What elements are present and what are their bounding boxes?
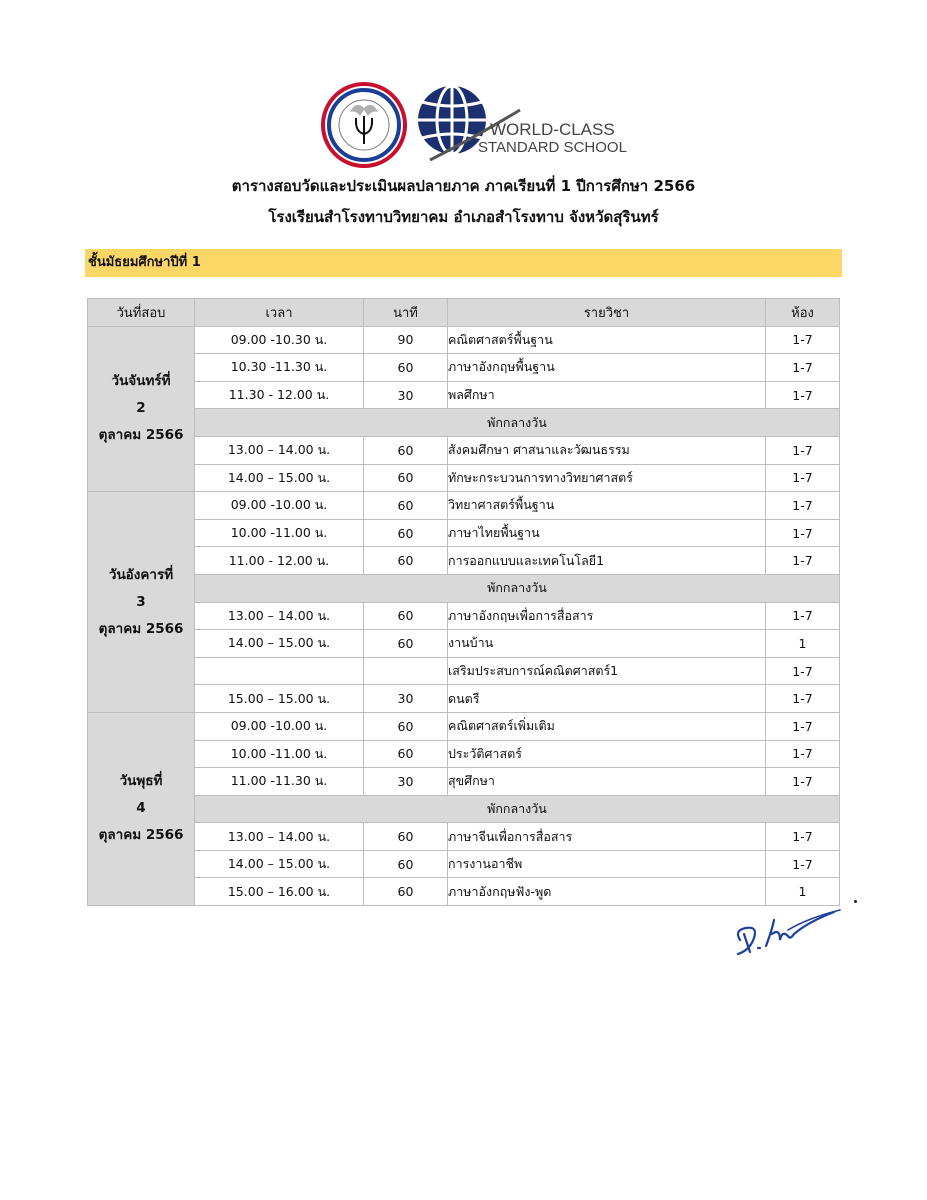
minutes-cell: 60	[364, 850, 448, 878]
svg-text:WORLD-CLASS: WORLD-CLASS	[490, 120, 615, 139]
world-class-logo	[418, 86, 627, 160]
subject-cell: ประวัติศาสตร์	[448, 740, 766, 768]
col-header-day: วันที่สอบ	[88, 299, 195, 327]
lunch-break-row	[88, 574, 840, 602]
title-line-2: โรงเรียนสำโรงทาบวิทยาคม อำเภอสำโรงทาบ จังหวัดสุรินทร์	[268, 208, 659, 226]
room-cell: 1-7	[766, 436, 840, 464]
exam-schedule-table	[87, 298, 840, 906]
room-cell: 1-7	[766, 602, 840, 630]
room-cell: 1-7	[766, 685, 840, 713]
day-month: ตุลาคม 2566	[98, 427, 184, 444]
day-number: 4	[136, 800, 146, 817]
title-line-1: ตารางสอบวัดและประเมินผลปลายภาค ภาคเรียนที่ 1 ปีการศึกษา 2566	[231, 177, 696, 195]
subject-cell: ภาษาจีนเพื่อการสื่อสาร	[448, 823, 766, 851]
table-row	[88, 381, 840, 409]
day-name: วันอังคารที่	[108, 566, 174, 583]
grade-level-banner: ชั้นมัธยมศึกษาปีที่ 1	[85, 249, 842, 277]
time-cell: 10.30 -11.30 น.	[195, 354, 364, 382]
minutes-cell: 60	[364, 354, 448, 382]
time-cell: 14.00 – 15.00 น.	[195, 850, 364, 878]
day-number: 3	[136, 593, 146, 610]
time-cell: 09.00 -10.00 น.	[195, 712, 364, 740]
time-cell-empty	[195, 657, 364, 685]
time-cell: 11.30 - 12.00 น.	[195, 381, 364, 409]
svg-text:STANDARD SCHOOL: STANDARD SCHOOL	[478, 139, 627, 156]
lunch-break-cell: พักกลางวัน	[195, 409, 840, 437]
room-cell: 1-7	[766, 768, 840, 796]
subject-cell: สุขศึกษา	[448, 768, 766, 796]
col-header-subject: รายวิชา	[448, 299, 766, 327]
room-cell: 1-7	[766, 326, 840, 354]
time-cell: 13.00 – 14.00 น.	[195, 436, 364, 464]
lunch-break-row	[88, 795, 840, 823]
minutes-cell: 30	[364, 768, 448, 796]
time-cell: 10.00 -11.00 น.	[195, 519, 364, 547]
stray-dot-mark	[854, 900, 857, 903]
table-row	[88, 492, 840, 520]
room-cell: 1	[766, 630, 840, 658]
time-cell: 10.00 -11.00 น.	[195, 740, 364, 768]
day-number: 2	[136, 400, 146, 417]
time-cell: 15.00 – 16.00 น.	[195, 878, 364, 906]
subject-cell: ภาษาอังกฤษพื้นฐาน	[448, 354, 766, 382]
minutes-cell: 60	[364, 602, 448, 630]
minutes-cell: 60	[364, 519, 448, 547]
table-row	[88, 464, 840, 492]
room-cell: 1-7	[766, 850, 840, 878]
minutes-cell: 30	[364, 381, 448, 409]
table-row	[88, 602, 840, 630]
room-cell: 1-7	[766, 354, 840, 382]
lunch-break-cell: พักกลางวัน	[195, 574, 840, 602]
day-cell-monday	[88, 326, 195, 492]
room-cell: 1-7	[766, 547, 840, 575]
time-cell: 14.00 – 15.00 น.	[195, 630, 364, 658]
subject-cell: วิทยาศาสตร์พื้นฐาน	[448, 492, 766, 520]
table-row	[88, 436, 840, 464]
minutes-cell: 60	[364, 492, 448, 520]
table-row	[88, 878, 840, 906]
subject-cell: ทักษะกระบวนการทางวิทยาศาสตร์	[448, 464, 766, 492]
table-row	[88, 547, 840, 575]
minutes-cell: 60	[364, 823, 448, 851]
table-row	[88, 712, 840, 740]
day-month: ตุลาคม 2566	[98, 827, 184, 844]
lunch-break-cell: พักกลางวัน	[195, 795, 840, 823]
minutes-cell: 90	[364, 326, 448, 354]
minutes-cell: 60	[364, 630, 448, 658]
minutes-cell: 60	[364, 878, 448, 906]
subject-cell: การงานอาชีพ	[448, 850, 766, 878]
minutes-cell: 60	[364, 547, 448, 575]
room-cell: 1	[766, 878, 840, 906]
time-cell: 09.00 -10.00 น.	[195, 492, 364, 520]
room-cell: 1-7	[766, 740, 840, 768]
minutes-cell: 30	[364, 685, 448, 713]
subject-cell: การออกแบบและเทคโนโลยี1	[448, 547, 766, 575]
table-row	[88, 850, 840, 878]
table-row	[88, 740, 840, 768]
subject-cell: ดนตรี	[448, 685, 766, 713]
minutes-cell: 60	[364, 740, 448, 768]
table-row	[88, 823, 840, 851]
signature	[728, 900, 848, 970]
room-cell: 1-7	[766, 823, 840, 851]
room-cell: 1-7	[766, 464, 840, 492]
subject-cell: คณิตศาสตร์พื้นฐาน	[448, 326, 766, 354]
time-cell: 09.00 -10.30 น.	[195, 326, 364, 354]
room-cell: 1-7	[766, 381, 840, 409]
table-row	[88, 326, 840, 354]
day-name: วันพุธที่	[119, 773, 163, 790]
col-header-time: เวลา	[195, 299, 364, 327]
day-name: วันจันทร์ที่	[111, 373, 171, 390]
minutes-cell: 60	[364, 464, 448, 492]
subject-cell: ภาษาไทยพื้นฐาน	[448, 519, 766, 547]
subject-cell: พลศึกษา	[448, 381, 766, 409]
table-row	[88, 519, 840, 547]
subject-cell: ภาษาอังกฤษเพื่อการสื่อสาร	[448, 602, 766, 630]
time-cell: 15.00 – 15.00 น.	[195, 685, 364, 713]
school-crest-logo	[323, 84, 405, 166]
subject-cell: ภาษาอังกฤษฟัง-พูด	[448, 878, 766, 906]
time-cell: 11.00 - 12.00 น.	[195, 547, 364, 575]
room-cell: 1-7	[766, 657, 840, 685]
col-header-room: ห้อง	[766, 299, 840, 327]
room-cell: 1-7	[766, 519, 840, 547]
time-cell: 14.00 – 15.00 น.	[195, 464, 364, 492]
lunch-break-row	[88, 409, 840, 437]
table-row	[88, 685, 840, 713]
day-cell-wednesday	[88, 712, 195, 905]
day-cell-tuesday	[88, 492, 195, 713]
minutes-cell: 60	[364, 436, 448, 464]
time-cell: 13.00 – 14.00 น.	[195, 602, 364, 630]
subject-cell: งานบ้าน	[448, 630, 766, 658]
table-row	[88, 768, 840, 796]
table-row	[88, 354, 840, 382]
day-month: ตุลาคม 2566	[98, 620, 184, 637]
time-cell: 13.00 – 14.00 น.	[195, 823, 364, 851]
time-cell: 11.00 -11.30 น.	[195, 768, 364, 796]
subject-cell: สังคมศึกษา ศาสนาและวัฒนธรรม	[448, 436, 766, 464]
subject-cell: คณิตศาสตร์เพิ่มเติม	[448, 712, 766, 740]
col-header-minutes: นาที	[364, 299, 448, 327]
room-cell: 1-7	[766, 492, 840, 520]
room-cell: 1-7	[766, 712, 840, 740]
table-row	[88, 657, 840, 685]
table-header-row	[88, 299, 840, 327]
school-logos	[320, 80, 630, 170]
minutes-cell-empty	[364, 657, 448, 685]
table-row	[88, 630, 840, 658]
subject-cell: เสริมประสบการณ์คณิตศาสตร์1	[448, 657, 766, 685]
minutes-cell: 60	[364, 712, 448, 740]
